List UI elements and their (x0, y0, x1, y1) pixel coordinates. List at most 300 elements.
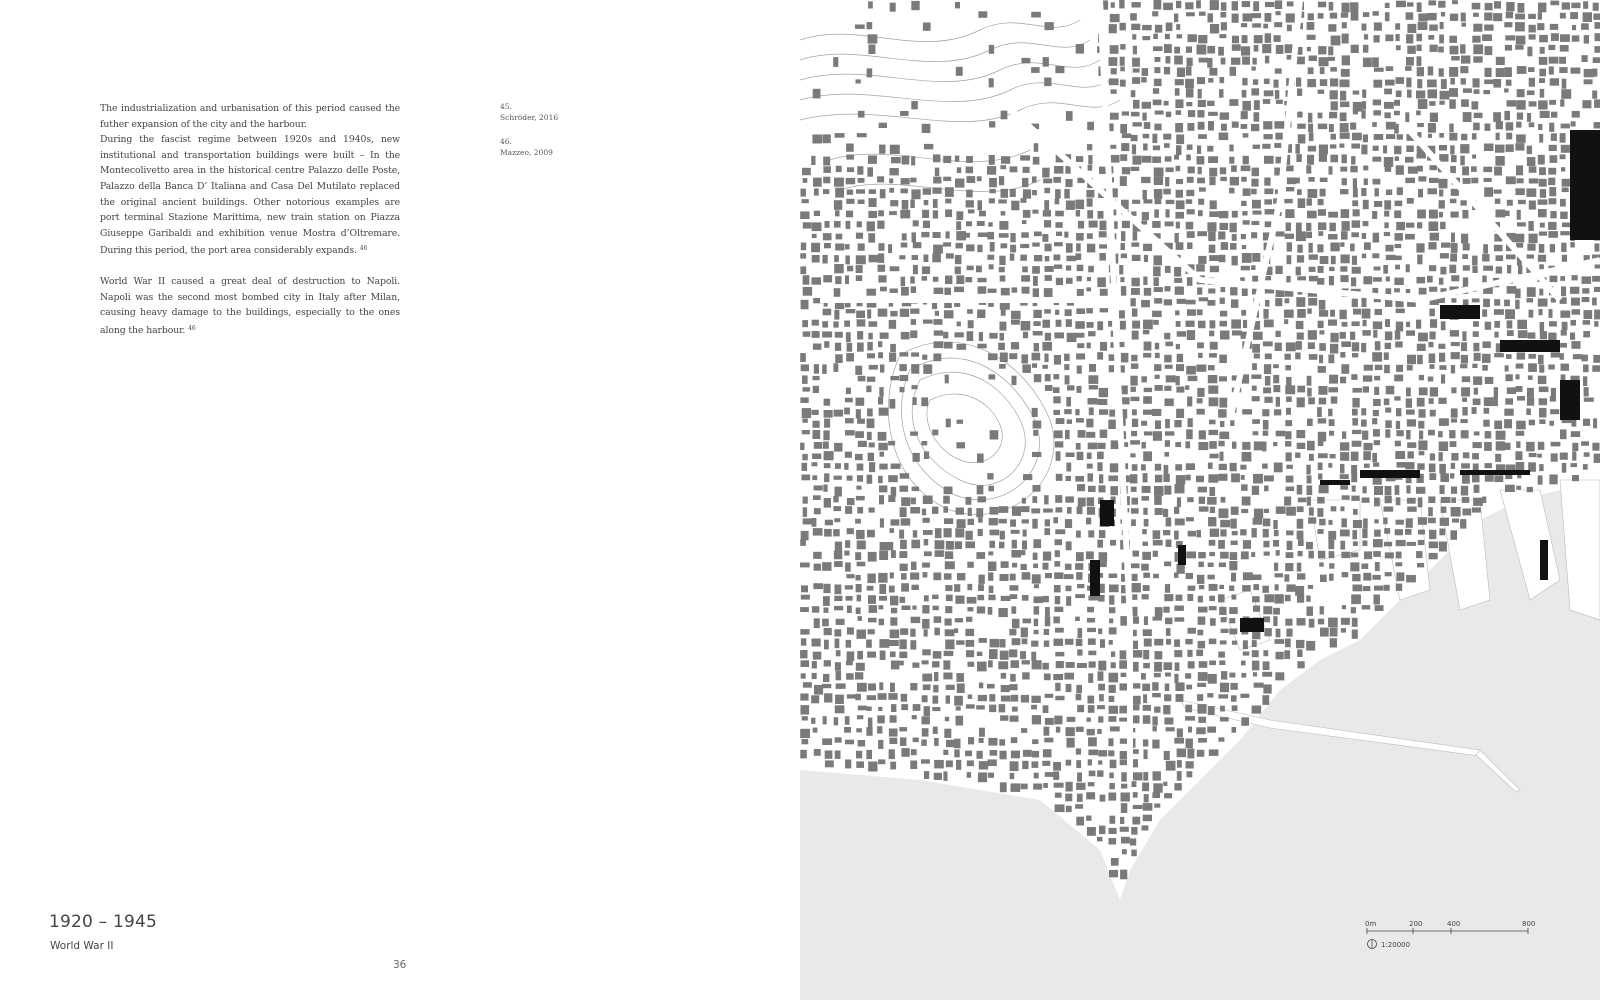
building (1396, 34, 1400, 41)
building (1031, 705, 1037, 710)
building (1285, 234, 1294, 239)
building (1493, 112, 1501, 122)
building (1142, 212, 1149, 220)
building (1230, 223, 1237, 233)
building (879, 387, 883, 397)
building (1208, 706, 1215, 715)
building (1155, 385, 1163, 391)
building (835, 133, 845, 138)
building (1152, 740, 1159, 749)
building (858, 740, 865, 747)
building (1044, 641, 1049, 647)
building (822, 331, 832, 337)
building (1507, 320, 1513, 328)
building (1155, 375, 1160, 379)
building (945, 375, 949, 384)
building (956, 211, 963, 220)
building (1023, 210, 1031, 218)
building (1373, 429, 1380, 437)
building (1021, 628, 1028, 638)
building (1306, 223, 1311, 231)
building (1318, 418, 1327, 423)
building (855, 454, 863, 460)
building (890, 683, 895, 692)
building (1273, 364, 1279, 368)
building (845, 760, 851, 769)
building (1527, 244, 1535, 251)
building (1263, 650, 1268, 656)
building (858, 200, 865, 205)
building (1329, 419, 1335, 426)
building (1472, 133, 1477, 139)
building (1086, 792, 1095, 799)
building (803, 518, 812, 524)
building (989, 178, 997, 187)
building (1253, 145, 1260, 149)
building (1373, 539, 1383, 547)
building (989, 694, 995, 702)
building (933, 696, 939, 704)
building (1506, 354, 1512, 359)
building (1330, 243, 1339, 252)
building (911, 101, 918, 109)
building (1286, 396, 1292, 402)
building (1086, 190, 1094, 198)
building (1153, 34, 1158, 39)
building (934, 330, 943, 335)
building (1143, 573, 1150, 578)
building (856, 275, 862, 281)
building (1188, 661, 1195, 668)
building (1439, 278, 1444, 285)
building (1383, 145, 1387, 153)
building (1430, 233, 1439, 241)
building (1320, 189, 1326, 197)
building (867, 377, 875, 382)
building (989, 121, 995, 127)
building (1484, 80, 1494, 85)
building (1264, 199, 1272, 204)
building (977, 344, 986, 349)
building (1077, 649, 1082, 655)
building (1550, 155, 1558, 163)
building (1020, 155, 1030, 160)
building (1516, 178, 1523, 183)
building (1109, 365, 1114, 372)
building (1372, 122, 1377, 127)
building (1584, 79, 1593, 84)
building (869, 189, 876, 194)
building (1572, 25, 1576, 30)
building (869, 255, 879, 262)
building (1253, 332, 1263, 340)
building (801, 660, 810, 667)
building (1482, 354, 1491, 363)
building (1012, 376, 1017, 385)
period-title: 1920 – 1945 (49, 912, 158, 932)
building (1196, 0, 1201, 8)
building (901, 243, 908, 248)
building (1076, 443, 1081, 450)
building (1144, 639, 1152, 647)
building (1066, 760, 1072, 766)
building (1196, 476, 1204, 483)
building (956, 716, 964, 726)
building (1144, 431, 1153, 435)
building (1163, 782, 1167, 786)
building (1253, 431, 1259, 435)
building (1097, 540, 1103, 548)
building (945, 551, 953, 559)
building (1548, 231, 1558, 238)
building (812, 410, 819, 415)
building (1198, 738, 1207, 743)
building (1209, 177, 1215, 186)
building (967, 176, 976, 183)
building (933, 199, 938, 208)
building (1220, 552, 1229, 559)
building (1141, 421, 1147, 426)
building (1209, 552, 1215, 556)
building (835, 354, 843, 363)
building (1065, 519, 1072, 528)
building (1198, 442, 1208, 450)
building (890, 528, 895, 533)
building (1175, 99, 1183, 108)
building (988, 572, 993, 580)
building (1055, 628, 1064, 633)
building (1340, 133, 1350, 139)
building (1242, 211, 1247, 216)
building (1540, 111, 1550, 118)
building (1306, 596, 1310, 602)
building (1581, 355, 1588, 362)
building (1175, 442, 1181, 447)
building (888, 495, 895, 502)
building (1142, 825, 1149, 830)
building (1042, 342, 1052, 351)
building (1175, 233, 1179, 243)
building (1330, 67, 1337, 72)
building (1243, 220, 1250, 225)
building (934, 760, 944, 769)
building (1241, 717, 1249, 726)
building (1022, 639, 1028, 645)
building (1165, 618, 1172, 625)
building (901, 704, 908, 710)
building (1121, 286, 1126, 296)
building (1330, 144, 1337, 148)
building (945, 585, 952, 591)
building (1110, 540, 1116, 546)
building (1142, 113, 1146, 121)
building (1131, 487, 1137, 492)
building (802, 375, 808, 384)
building (1440, 22, 1444, 29)
building (1155, 651, 1163, 659)
building (1198, 321, 1206, 329)
building (1374, 530, 1381, 537)
building (867, 530, 875, 538)
building (1221, 617, 1227, 622)
building (1152, 693, 1161, 697)
building (1045, 333, 1051, 341)
building (879, 596, 887, 601)
building (801, 705, 810, 715)
building (1152, 11, 1158, 16)
building (1198, 672, 1208, 681)
building (1560, 45, 1569, 52)
building (1328, 57, 1335, 61)
building (1484, 25, 1493, 31)
building (847, 606, 852, 614)
building (1075, 476, 1084, 482)
building (1309, 267, 1316, 272)
building (932, 188, 941, 194)
building (1076, 760, 1081, 768)
building (1276, 550, 1280, 556)
building (1539, 232, 1547, 236)
building (1054, 242, 1063, 246)
building (1307, 419, 1313, 426)
building (1551, 442, 1561, 447)
building (1119, 706, 1128, 714)
building (1185, 2, 1193, 9)
building (922, 649, 930, 655)
building (1496, 57, 1505, 65)
building (1133, 122, 1142, 126)
building (946, 231, 950, 238)
building (1340, 377, 1346, 384)
building (1098, 211, 1104, 219)
building (856, 663, 865, 671)
building (1252, 596, 1260, 602)
building (1089, 771, 1096, 777)
building (1010, 716, 1019, 722)
building (1152, 134, 1157, 143)
building (1098, 399, 1108, 405)
building (933, 685, 938, 693)
building (1418, 22, 1428, 30)
building (955, 528, 964, 537)
building (998, 661, 1008, 669)
building (1518, 330, 1528, 338)
building (847, 476, 853, 481)
building (922, 716, 930, 724)
building (1020, 244, 1029, 248)
building (1483, 266, 1493, 271)
building (1295, 178, 1300, 184)
building (822, 619, 829, 627)
building (1318, 199, 1324, 205)
building (1229, 99, 1238, 106)
building (1033, 157, 1040, 165)
building (1011, 606, 1016, 613)
building (1218, 737, 1224, 741)
building (1418, 176, 1426, 181)
building (1100, 639, 1105, 648)
building (1120, 176, 1127, 186)
building (1286, 629, 1292, 637)
building (1351, 594, 1361, 604)
building (1240, 529, 1246, 535)
building (1418, 441, 1427, 451)
building (1154, 0, 1162, 10)
new-building (1540, 540, 1548, 580)
building (1562, 322, 1568, 330)
building (1243, 540, 1251, 549)
building (1232, 234, 1237, 241)
building (1264, 90, 1274, 96)
building (1472, 36, 1480, 43)
building (1285, 298, 1290, 303)
building (1175, 123, 1183, 132)
building (943, 332, 948, 339)
building (979, 211, 986, 217)
building (1098, 760, 1102, 764)
building (1076, 727, 1084, 732)
building (1087, 607, 1094, 613)
building (945, 619, 952, 626)
building (1252, 200, 1261, 209)
building (880, 333, 889, 339)
building (1252, 706, 1262, 714)
building (1539, 387, 1549, 393)
building (1494, 299, 1500, 306)
building (1109, 870, 1118, 877)
building (1032, 715, 1041, 724)
building (1517, 89, 1525, 97)
new-building (1178, 545, 1186, 565)
building (1054, 255, 1061, 261)
building (1439, 418, 1449, 426)
building (1528, 14, 1536, 19)
building (1056, 451, 1061, 461)
building (1406, 146, 1414, 153)
building (1143, 473, 1148, 482)
building (1087, 198, 1093, 206)
building (1165, 156, 1172, 161)
building (855, 672, 863, 679)
building (869, 462, 875, 472)
building (1472, 155, 1476, 159)
building (1439, 365, 1446, 370)
building (1550, 24, 1558, 30)
building (867, 309, 871, 318)
building (1043, 320, 1051, 328)
building (880, 651, 886, 661)
building (1571, 463, 1578, 467)
building (1265, 221, 1272, 227)
building (1133, 792, 1138, 798)
building (1133, 46, 1137, 55)
building (1011, 783, 1021, 792)
building (1583, 464, 1588, 470)
building (1407, 2, 1414, 6)
building (1450, 78, 1455, 85)
building (1395, 485, 1400, 495)
building (1242, 245, 1246, 249)
building (910, 761, 917, 770)
building (1504, 111, 1510, 120)
building (1209, 420, 1216, 425)
building (1570, 287, 1579, 294)
building (1122, 111, 1129, 115)
building (1253, 518, 1263, 525)
building (1351, 232, 1359, 237)
building (1155, 353, 1160, 358)
building (978, 695, 987, 701)
building (1012, 287, 1018, 292)
building (1275, 0, 1282, 9)
building (922, 509, 926, 516)
building (1308, 330, 1317, 340)
building (967, 760, 974, 766)
building (1098, 716, 1103, 722)
building (1066, 684, 1072, 692)
building (1460, 419, 1467, 423)
building (879, 145, 885, 154)
building (1330, 333, 1338, 343)
building (834, 518, 840, 522)
building (1330, 310, 1335, 317)
building (1276, 231, 1285, 236)
building (813, 376, 820, 380)
building (1473, 13, 1479, 17)
building (1463, 88, 1472, 93)
building (1273, 375, 1279, 383)
building (1010, 574, 1016, 581)
building (1220, 706, 1225, 712)
building (990, 530, 1000, 536)
building (1318, 2, 1326, 8)
building (1451, 212, 1459, 218)
building (1505, 365, 1509, 371)
building (901, 583, 909, 591)
building (1439, 442, 1448, 452)
building (1307, 35, 1316, 40)
building (1142, 496, 1150, 501)
building (989, 518, 998, 525)
building (845, 562, 851, 571)
building (1164, 333, 1170, 340)
building (1516, 36, 1526, 45)
building (1592, 298, 1597, 306)
building (1352, 220, 1361, 227)
building (1472, 266, 1477, 273)
building (1318, 441, 1324, 446)
building (1221, 287, 1226, 292)
building (967, 331, 974, 341)
building (1317, 244, 1323, 252)
building (1328, 531, 1336, 540)
building (1407, 46, 1416, 54)
building (802, 454, 808, 460)
building (944, 573, 952, 579)
building (1450, 199, 1457, 204)
building (1232, 705, 1238, 711)
building (1262, 144, 1270, 149)
building (844, 551, 849, 556)
building (845, 740, 854, 745)
building (1032, 519, 1037, 529)
building (1045, 22, 1054, 30)
building (924, 595, 929, 601)
building (1232, 727, 1237, 733)
building (1152, 311, 1162, 317)
building (1416, 551, 1422, 558)
building (945, 187, 954, 197)
